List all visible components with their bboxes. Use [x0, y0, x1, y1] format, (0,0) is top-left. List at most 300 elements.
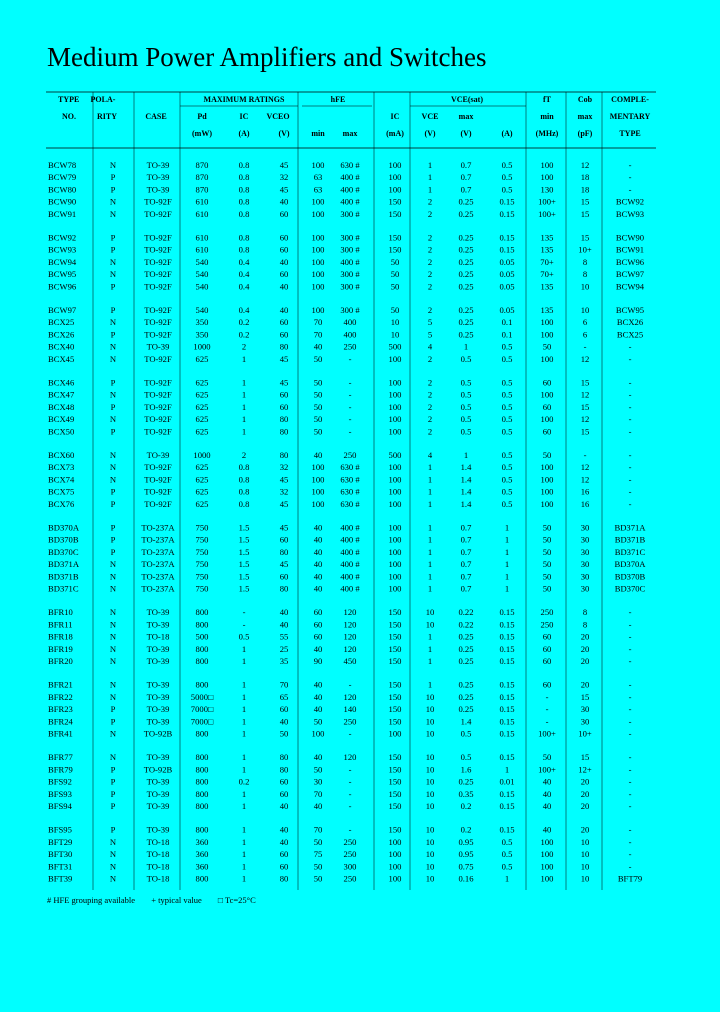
cell-hfe-min: 100 — [311, 462, 325, 473]
cell-ic-ma: 100 — [388, 522, 402, 533]
cell-hfe-min: 100 — [311, 281, 325, 292]
table-row — [48, 245, 644, 255]
cell-ic-ma: 150 — [388, 208, 402, 219]
table-row — [48, 329, 643, 339]
cell-case: TO-92F — [144, 377, 172, 388]
cell-pd: 625 — [195, 474, 209, 485]
cell-type: BCX76 — [48, 498, 75, 509]
cell-hfe-min: 100 — [311, 269, 325, 280]
cell-vcesat-max: 1.6 — [460, 764, 472, 775]
cell-vcesat-max: 0.16 — [458, 873, 474, 884]
cell-pd: 750 — [195, 522, 209, 533]
cell-type: BCW93 — [48, 244, 77, 255]
cell-vcesat-ic: 0.5 — [501, 474, 513, 485]
cell-cob: 10+ — [578, 728, 592, 739]
cell-pd: 800 — [195, 764, 209, 775]
table-row — [48, 523, 646, 533]
cell-hfe-min: 40 — [313, 704, 323, 715]
cell-vce: 10 — [425, 824, 435, 835]
cell-vce: 2 — [427, 208, 433, 219]
cell-vcesat-max: 1.4 — [460, 462, 472, 473]
cell-vcesat-max: 0.35 — [458, 788, 474, 799]
cell-vceo: 60 — [279, 329, 289, 340]
cell-cob: 15 — [580, 208, 590, 219]
cell-case: TO-92F — [144, 426, 172, 437]
cell-polarity: N — [109, 643, 117, 654]
cell-polarity: N — [109, 462, 117, 473]
cell-vceo: 60 — [279, 776, 289, 787]
cell-type: BFR21 — [48, 679, 73, 690]
cell-case: TO-39 — [146, 776, 170, 787]
cell-pd: 625 — [195, 401, 209, 412]
cell-vcesat-ic: 1 — [504, 583, 510, 594]
cell-case: TO-92F — [144, 389, 172, 400]
cell-hfe-max: 120 — [343, 691, 357, 702]
cell-vcesat-max: 0.2 — [460, 801, 472, 811]
cell-vcesat-max: 0.25 — [458, 232, 474, 243]
cell-polarity: N — [109, 389, 117, 400]
cell-pd: 625 — [195, 498, 209, 509]
cell-hfe-min: 100 — [311, 498, 325, 509]
header-ic-unit: (A) — [238, 129, 250, 138]
cell-ic-ma: 150 — [388, 824, 402, 835]
cell-ft: 50 — [542, 341, 552, 352]
cell-type: BD370A — [48, 522, 80, 533]
cell-case: TO-92F — [144, 498, 172, 509]
cell-vceo: 45 — [279, 160, 289, 170]
cell-ft: 100 — [540, 172, 554, 183]
cell-ic-ma: 150 — [388, 679, 402, 690]
cell-type: BCW97 — [48, 305, 77, 315]
cell-pd: 610 — [195, 232, 209, 243]
cell-vceo: 40 — [279, 607, 289, 618]
cell-ic: 0.8 — [238, 184, 250, 195]
header-type-no: NO. — [62, 112, 76, 121]
cell-polarity: N — [109, 414, 117, 425]
cell-vce: 2 — [427, 377, 433, 388]
cell-complementary: - — [628, 643, 632, 654]
cell-hfe-min: 70 — [313, 788, 323, 799]
cell-case: TO-237A — [141, 571, 175, 582]
cell-type: BFT30 — [48, 849, 73, 860]
cell-polarity: N — [109, 873, 117, 884]
cell-vcesat-ic: 1 — [504, 571, 510, 582]
cell-vcesat-max: 0.2 — [460, 824, 472, 835]
cell-ft: 100 — [540, 389, 554, 400]
cell-ic-ma: 100 — [388, 861, 402, 872]
cell-type: BCX74 — [48, 474, 75, 485]
header-vcesat-max: max — [458, 112, 474, 121]
cell-case: TO-92F — [144, 414, 172, 425]
cell-vce: 1 — [427, 486, 433, 497]
cell-ic: 1 — [241, 788, 247, 799]
table-row — [48, 692, 632, 702]
cell-type: BCW96 — [48, 281, 77, 292]
cell-cob: 15 — [580, 752, 590, 763]
cell-ft: 100 — [540, 486, 554, 497]
cell-vcesat-ic: 0.15 — [499, 679, 515, 690]
cell-vcesat-ic: 0.01 — [499, 776, 515, 787]
cell-ic: 1.5 — [238, 559, 250, 570]
table-row — [48, 571, 646, 581]
cell-vcesat-max: 0.25 — [458, 631, 474, 642]
cell-case: TO-39 — [146, 643, 170, 654]
cell-pd: 800 — [195, 643, 209, 654]
cell-vcesat-max: 0.5 — [460, 752, 472, 763]
cell-vcesat-ic: 1 — [504, 873, 510, 884]
cell-polarity: P — [110, 704, 116, 715]
table-row — [48, 426, 632, 436]
cell-polarity: N — [109, 679, 117, 690]
cell-hfe-max: 250 — [343, 849, 357, 860]
cell-vce: 1 — [427, 679, 433, 690]
cell-ft: 135 — [540, 305, 554, 315]
cell-vce: 5 — [427, 329, 433, 340]
table-row — [48, 184, 632, 194]
cell-vceo: 70 — [279, 679, 289, 690]
table-row — [48, 499, 632, 509]
cell-vcesat-max: 0.7 — [460, 559, 472, 570]
cell-vcesat-ic: 0.5 — [501, 486, 513, 497]
cell-hfe-min: 60 — [313, 619, 323, 630]
cell-case: TO-92F — [144, 281, 172, 292]
cell-cob: 15 — [580, 196, 590, 207]
header-ft: fT — [543, 95, 551, 104]
cell-hfe-max: 250 — [343, 450, 357, 460]
cell-type: BCX73 — [48, 462, 75, 473]
cell-vcesat-max: 0.25 — [458, 704, 474, 715]
cell-hfe-min: 100 — [311, 474, 325, 485]
cell-hfe-min: 90 — [313, 656, 323, 666]
cell-pd: 625 — [195, 377, 209, 388]
cell-hfe-min: 40 — [313, 752, 323, 763]
cell-pd: 800 — [195, 776, 209, 787]
header-hfe-min: min — [311, 129, 325, 138]
cell-vceo: 45 — [279, 522, 289, 533]
cell-hfe-max: 400 — [343, 329, 357, 340]
cell-hfe-min: 50 — [313, 861, 323, 872]
cell-hfe-min: 75 — [313, 849, 323, 860]
cell-type: BCX60 — [48, 450, 75, 460]
cell-pd: 750 — [195, 583, 209, 594]
cell-hfe-min: 40 — [313, 571, 323, 582]
cell-vceo: 40 — [279, 716, 289, 727]
cell-polarity: N — [109, 607, 117, 618]
cell-pd: 800 — [195, 607, 209, 618]
cell-complementary: BD371C — [614, 546, 646, 557]
cell-pd: 800 — [195, 679, 209, 690]
cell-polarity: P — [110, 764, 116, 775]
cell-vceo: 60 — [279, 788, 289, 799]
cell-pd: 5000□ — [190, 691, 214, 702]
cell-ic-ma: 150 — [388, 752, 402, 763]
cell-hfe-max: - — [348, 776, 352, 787]
cell-type: BFR19 — [48, 643, 73, 654]
cell-ft: 135 — [540, 232, 554, 243]
cell-complementary: - — [628, 353, 632, 364]
cell-pd: 500 — [195, 631, 209, 642]
cell-hfe-min: 100 — [311, 728, 325, 739]
footnote-tc: □ Tc=25°C — [217, 895, 256, 905]
cell-vcesat-max: 1 — [463, 341, 469, 352]
cell-ft: 60 — [542, 643, 552, 654]
cell-vcesat-ic: 0.15 — [499, 801, 515, 811]
cell-ic: 0.8 — [238, 244, 250, 255]
cell-vce: 10 — [425, 691, 435, 702]
cell-vcesat-ic: 0.5 — [501, 160, 513, 170]
cell-vceo: 40 — [279, 836, 289, 847]
cell-complementary: BCW90 — [615, 232, 645, 243]
cell-case: TO-92F — [144, 329, 172, 340]
table-row — [48, 559, 646, 569]
cell-polarity: N — [109, 728, 117, 739]
cell-pd: 800 — [195, 801, 209, 811]
cell-complementary: - — [628, 414, 632, 425]
cell-pd: 750 — [195, 571, 209, 582]
cell-type: BFR24 — [48, 716, 73, 727]
cell-vce: 2 — [427, 244, 433, 255]
cell-polarity: P — [110, 486, 116, 497]
table-row — [48, 414, 632, 424]
cell-type: BFT31 — [48, 861, 73, 872]
cell-case: TO-92F — [144, 305, 172, 315]
cell-vcesat-ic: 0.15 — [499, 716, 515, 727]
cell-cob: 30 — [580, 583, 590, 594]
cell-ic-ma: 150 — [388, 764, 402, 775]
cell-cob: 30 — [580, 571, 590, 582]
cell-case: TO-39 — [146, 704, 170, 715]
cell-polarity: P — [110, 172, 116, 183]
cell-hfe-max: 300 # — [340, 281, 360, 292]
cell-complementary: - — [628, 836, 632, 847]
cell-vce: 1 — [427, 656, 433, 666]
cell-pd: 800 — [195, 824, 209, 835]
cell-polarity: N — [109, 691, 117, 702]
cell-type: BCX25 — [48, 317, 75, 328]
cell-ic: - — [242, 619, 246, 630]
cell-vcesat-max: 1.4 — [460, 498, 472, 509]
cell-vcesat-max: 0.75 — [458, 861, 474, 872]
cell-vceo: 32 — [279, 462, 289, 473]
cell-complementary: - — [628, 619, 632, 630]
header-type: TYPE — [58, 95, 80, 104]
cell-ic: 1.5 — [238, 534, 250, 545]
cell-ic-ma: 150 — [388, 776, 402, 787]
cell-case: TO-237A — [141, 534, 175, 545]
cell-hfe-max: 450 — [343, 656, 357, 666]
header-ft-min: min — [540, 112, 554, 121]
cell-complementary: BD370C — [614, 583, 646, 594]
cell-ic: 1.5 — [238, 546, 250, 557]
cell-ft: 135 — [540, 244, 554, 255]
cell-vce: 10 — [425, 849, 435, 860]
cell-ft: 40 — [542, 824, 552, 835]
cell-ft: 100+ — [538, 208, 556, 219]
cell-hfe-max: 250 — [343, 341, 357, 352]
cell-hfe-min: 100 — [311, 160, 325, 170]
cell-polarity: N — [109, 160, 117, 170]
table-row — [48, 729, 632, 739]
cell-polarity: N — [109, 571, 117, 582]
cell-ic-ma: 100 — [388, 498, 402, 509]
cell-ic: 1 — [241, 691, 247, 702]
cell-hfe-min: 40 — [313, 583, 323, 594]
cell-vcesat-max: 0.7 — [460, 184, 472, 195]
cell-case: TO-39 — [146, 824, 170, 835]
table-row — [48, 209, 644, 219]
header-ft-unit: (MHz) — [535, 129, 559, 138]
cell-polarity: P — [110, 377, 116, 388]
cell-case: TO-92F — [144, 208, 172, 219]
table-row — [48, 644, 632, 654]
cell-ic-ma: 100 — [388, 546, 402, 557]
table-row — [48, 849, 632, 859]
cell-ic-ma: 50 — [390, 269, 400, 280]
cell-case: TO-18 — [146, 873, 170, 884]
cell-polarity: P — [110, 824, 116, 835]
cell-polarity: P — [110, 232, 116, 243]
cell-ft: 50 — [542, 752, 552, 763]
cell-vceo: 80 — [279, 873, 289, 884]
cell-hfe-min: 50 — [313, 377, 323, 388]
table-row — [48, 801, 632, 811]
cell-hfe-max: 400 # — [340, 172, 360, 183]
cell-pd: 1000 — [193, 450, 211, 460]
cell-vcesat-max: 1.4 — [460, 486, 472, 497]
cell-pd: 360 — [195, 836, 209, 847]
cell-complementary: - — [628, 656, 632, 666]
header-vceo-unit: (V) — [278, 129, 290, 138]
cell-vcesat-max: 0.5 — [460, 389, 472, 400]
header-maximum-ratings: MAXIMUM RATINGS — [203, 95, 285, 104]
header-vcesat-max-unit: (V) — [460, 129, 472, 138]
cell-vcesat-max: 0.95 — [458, 849, 474, 860]
cell-ic-ma: 150 — [388, 607, 402, 618]
cell-vcesat-max: 0.5 — [460, 414, 472, 425]
cell-hfe-min: 50 — [313, 764, 323, 775]
cell-ic-ma: 100 — [388, 583, 402, 594]
cell-vcesat-ic: 0.15 — [499, 196, 515, 207]
cell-vcesat-ic: 0.15 — [499, 752, 515, 763]
cell-hfe-max: 630 # — [340, 160, 360, 170]
cell-vcesat-max: 0.5 — [460, 353, 472, 364]
cell-hfe-min: 40 — [313, 341, 323, 352]
cell-ic-ma: 150 — [388, 232, 402, 243]
cell-complementary: - — [628, 486, 632, 497]
cell-cob: 20 — [580, 776, 590, 787]
cell-polarity: N — [109, 353, 117, 364]
cell-ic-ma: 150 — [388, 691, 402, 702]
cell-case: TO-92F — [144, 317, 172, 328]
cell-type: BCX49 — [48, 414, 75, 425]
cell-vcesat-ic: 1 — [504, 546, 510, 557]
cell-polarity: P — [110, 244, 116, 255]
cell-ic-ma: 100 — [388, 474, 402, 485]
cell-vceo: 40 — [279, 801, 289, 811]
cell-vcesat-max: 0.7 — [460, 583, 472, 594]
cell-ic: 0.4 — [238, 281, 250, 292]
cell-complementary: - — [628, 788, 632, 799]
cell-polarity: P — [110, 534, 116, 545]
cell-vceo: 35 — [279, 656, 289, 666]
cell-polarity: P — [110, 498, 116, 509]
cell-type: BFS94 — [48, 801, 72, 811]
table-row — [48, 474, 632, 484]
cell-vce: 1 — [427, 643, 433, 654]
cell-complementary: - — [628, 450, 632, 460]
cell-case: TO-39 — [146, 184, 170, 195]
table-row — [48, 752, 632, 762]
cell-ft: 50 — [542, 559, 552, 570]
cell-vceo: 60 — [279, 244, 289, 255]
cell-case: TO-92F — [144, 462, 172, 473]
cell-complementary: BD371A — [614, 522, 646, 533]
cell-hfe-max: 300 # — [340, 208, 360, 219]
cell-complementary: BD371B — [614, 534, 646, 545]
cell-cob: 30 — [580, 522, 590, 533]
cell-case: TO-92F — [144, 353, 172, 364]
cell-hfe-max: 120 — [343, 643, 357, 654]
cell-case: TO-92F — [144, 269, 172, 280]
cell-polarity: N — [109, 849, 117, 860]
cell-vce: 1 — [427, 474, 433, 485]
cell-ic: 1 — [241, 801, 247, 811]
cell-vce: 1 — [427, 498, 433, 509]
cell-type: BD370B — [48, 534, 79, 545]
cell-ic-ma: 150 — [388, 801, 402, 811]
cell-vceo: 80 — [279, 414, 289, 425]
header-ic: IC — [239, 112, 249, 121]
cell-type: BCX46 — [48, 377, 75, 388]
cell-vcesat-ic: 0.15 — [499, 208, 515, 219]
cell-hfe-max: - — [348, 377, 352, 388]
cell-vceo: 32 — [279, 172, 289, 183]
cell-cob: 18 — [580, 184, 590, 195]
cell-vce: 10 — [425, 776, 435, 787]
cell-case: TO-92F — [144, 256, 172, 267]
cell-complementary: BCW92 — [615, 196, 645, 207]
cell-ic: 1 — [241, 643, 247, 654]
cell-ft: - — [545, 704, 549, 715]
cell-vce: 1 — [427, 522, 433, 533]
cell-vce: 10 — [425, 801, 435, 811]
cell-hfe-max: 300 — [343, 861, 357, 872]
cell-hfe-max: - — [348, 824, 352, 835]
cell-pd: 360 — [195, 861, 209, 872]
cell-vcesat-ic: 1 — [504, 764, 510, 775]
cell-complementary: BD370A — [614, 559, 646, 570]
cell-hfe-max: - — [348, 801, 352, 811]
cell-hfe-min: 63 — [313, 172, 323, 183]
cell-vce: 1 — [427, 571, 433, 582]
cell-hfe-min: 60 — [313, 607, 323, 618]
cell-type: BCX50 — [48, 426, 75, 437]
cell-ft: 60 — [542, 401, 552, 412]
cell-vcesat-max: 0.25 — [458, 269, 474, 280]
table-row — [48, 704, 632, 714]
cell-ft: 100 — [540, 836, 554, 847]
cell-type: BFS92 — [48, 776, 72, 787]
header-pd-unit: (mW) — [192, 129, 212, 138]
cell-vceo: 45 — [279, 474, 289, 485]
cell-type: BFS95 — [48, 824, 72, 835]
cell-pd: 625 — [195, 414, 209, 425]
cell-ft: 50 — [542, 534, 552, 545]
cell-ic: 0.8 — [238, 232, 250, 243]
cell-pd: 870 — [195, 172, 209, 183]
cell-ft: 70+ — [540, 269, 554, 280]
cell-complementary: - — [628, 704, 632, 715]
